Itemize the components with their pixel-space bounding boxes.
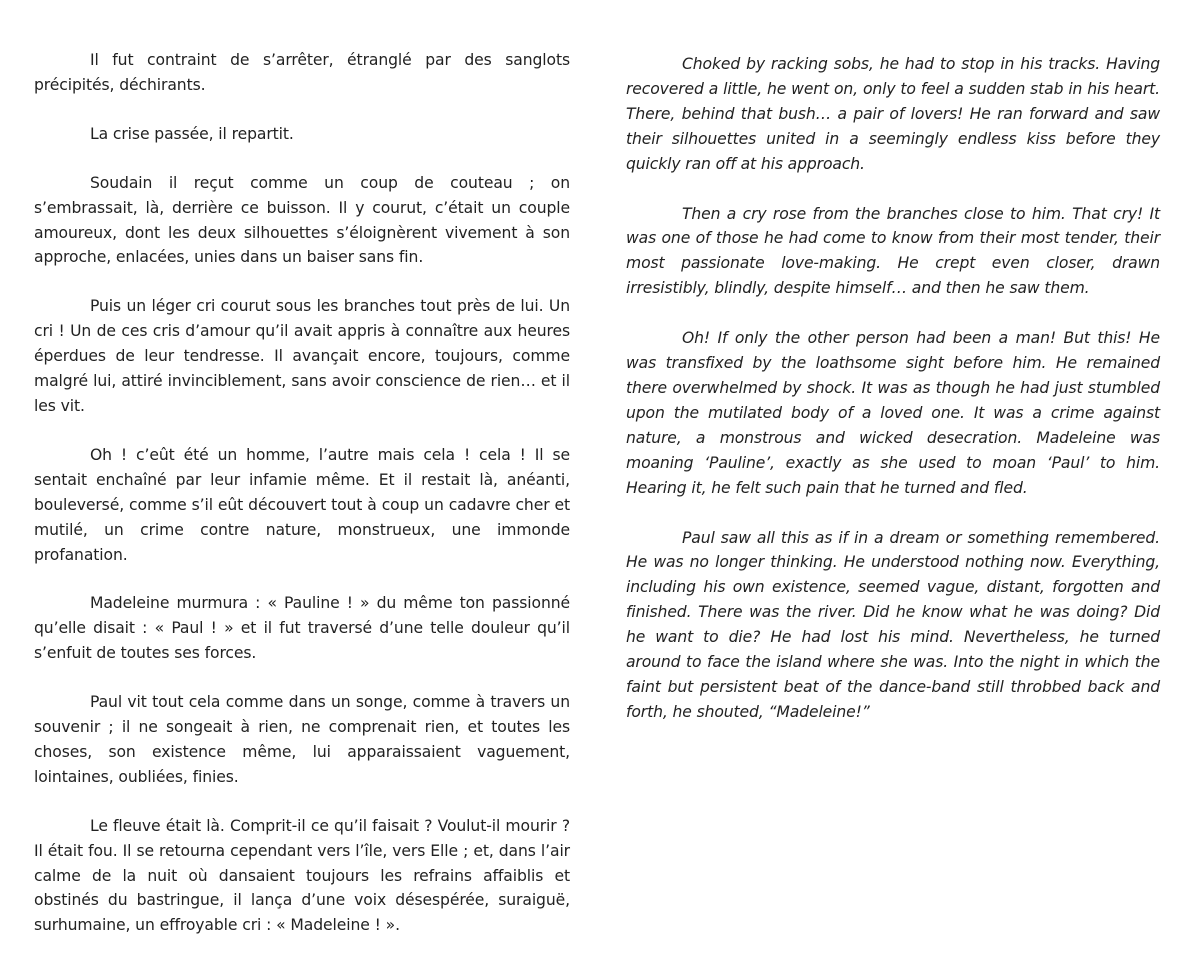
french-paragraph-1: Il fut contraint de s’arrêter, étranglé par des sanglots précipités, déchirants.	[34, 51, 570, 94]
french-text-column	[34, 48, 570, 962]
french-paragraph-4: Puis un léger cri courut sous les branches tout près de lui. Un cri ! Un de ces cris d’amour qu’il avait appris à connaître aux heures éperdues de leur tendresse. Il avançait encore, toujours, comme malgré lui, attiré invinciblement, sans avoir conscience de rien… et il les vit.	[34, 297, 570, 415]
french-paragraph-2: La crise passée, il repartit.	[90, 124, 294, 143]
english-paragraph-3: Oh! If only the other person had been a man! But this! He was transfixed by the loathsome sight before him. He remained there overwhelmed by shock. It was as though he had just stumbled upon the mutilated body of a loved one. It was a crime against nature, a monstrous and wicked desecration. Madeleine was moaning ‘Pauline’, exactly as she used to moan ‘Paul’ to him. Hearing it, he felt such pain that he turned and fled.	[626, 329, 1160, 497]
english-paragraph-1: Choked by racking sobs, he had to stop in his tracks. Having recovered a little, he went on, only to feel a sudden stab in his heart. There, behind that bush… a pair of lovers! He ran forward and saw their silhouettes united in a seemingly endless kiss before they quickly ran off at his approach.	[626, 55, 1160, 173]
french-paragraph-5: Oh ! c’eût été un homme, l’autre mais cela ! cela ! Il se sentait enchaîné par leur infamie même. Et il restait là, anéanti, bouleversé, comme s’il eût découvert tout à coup un cadavre cher et mutilé, un crime contre nature, monstrueux, une immonde profanation.	[34, 445, 570, 564]
french-paragraph-7: Paul vit tout cela comme dans un songe, comme à travers un souvenir ; il ne songeait à rien, ne comprenait rien, et toutes les choses, son existence même, lui apparaissaient vaguement, lointaines, oubliées, finies.	[34, 693, 570, 786]
english-paragraph-4: Paul saw all this as if in a dream or something remembered. He was no longer thinking. He understood nothing now. Everything, including his own existence, seemed vague, distant, forgotten and finished. There was the river. Did he know what he was doing? Did he want to die? He had lost his mind. Nevertheless, he turned around to face the island where she was. Into the night in which the faint but persistent beat of the dance-band still throbbed back and forth, he shouted, “Madeleine!”	[626, 528, 1160, 721]
french-paragraph-8: Le fleuve était là. Comprit-il ce qu’il faisait ? Voulut-il mourir ? Il était fou. Il se retourna cependant vers l’île, vers Elle ; et, dans l’air calme de la nuit où dansaient toujours les refrains affaiblis et obstinés du bastringue, il lança d’une voix désespérée, suraiguë, surhumaine, un effroyable cri : « Madeleine ! ».	[34, 816, 570, 935]
french-paragraph-3: Soudain il reçut comme un coup de couteau ; on s’embrassait, là, derrière ce buisson. Il y courut, c’était un couple amoureux, dont les deux silhouettes s’éloignèrent vivement à son approche, enlacées, unies dans un baiser sans fin.	[34, 173, 570, 267]
french-paragraph-6: Madeleine murmura : « Pauline ! » du même ton passionné qu’elle disait : « Paul ! » et il fut traversé d’une telle douleur qu’il s’enfuit de toutes ses forces.	[34, 594, 570, 663]
english-paragraph-2: Then a cry rose from the branches close to him. That cry! It was one of those he had come to know from their most tender, their most passionate love-making. He crept even closer, drawn irresistibly, blindly, despite himself… and then he saw them.	[626, 204, 1160, 298]
english-translation-column	[626, 52, 1160, 750]
